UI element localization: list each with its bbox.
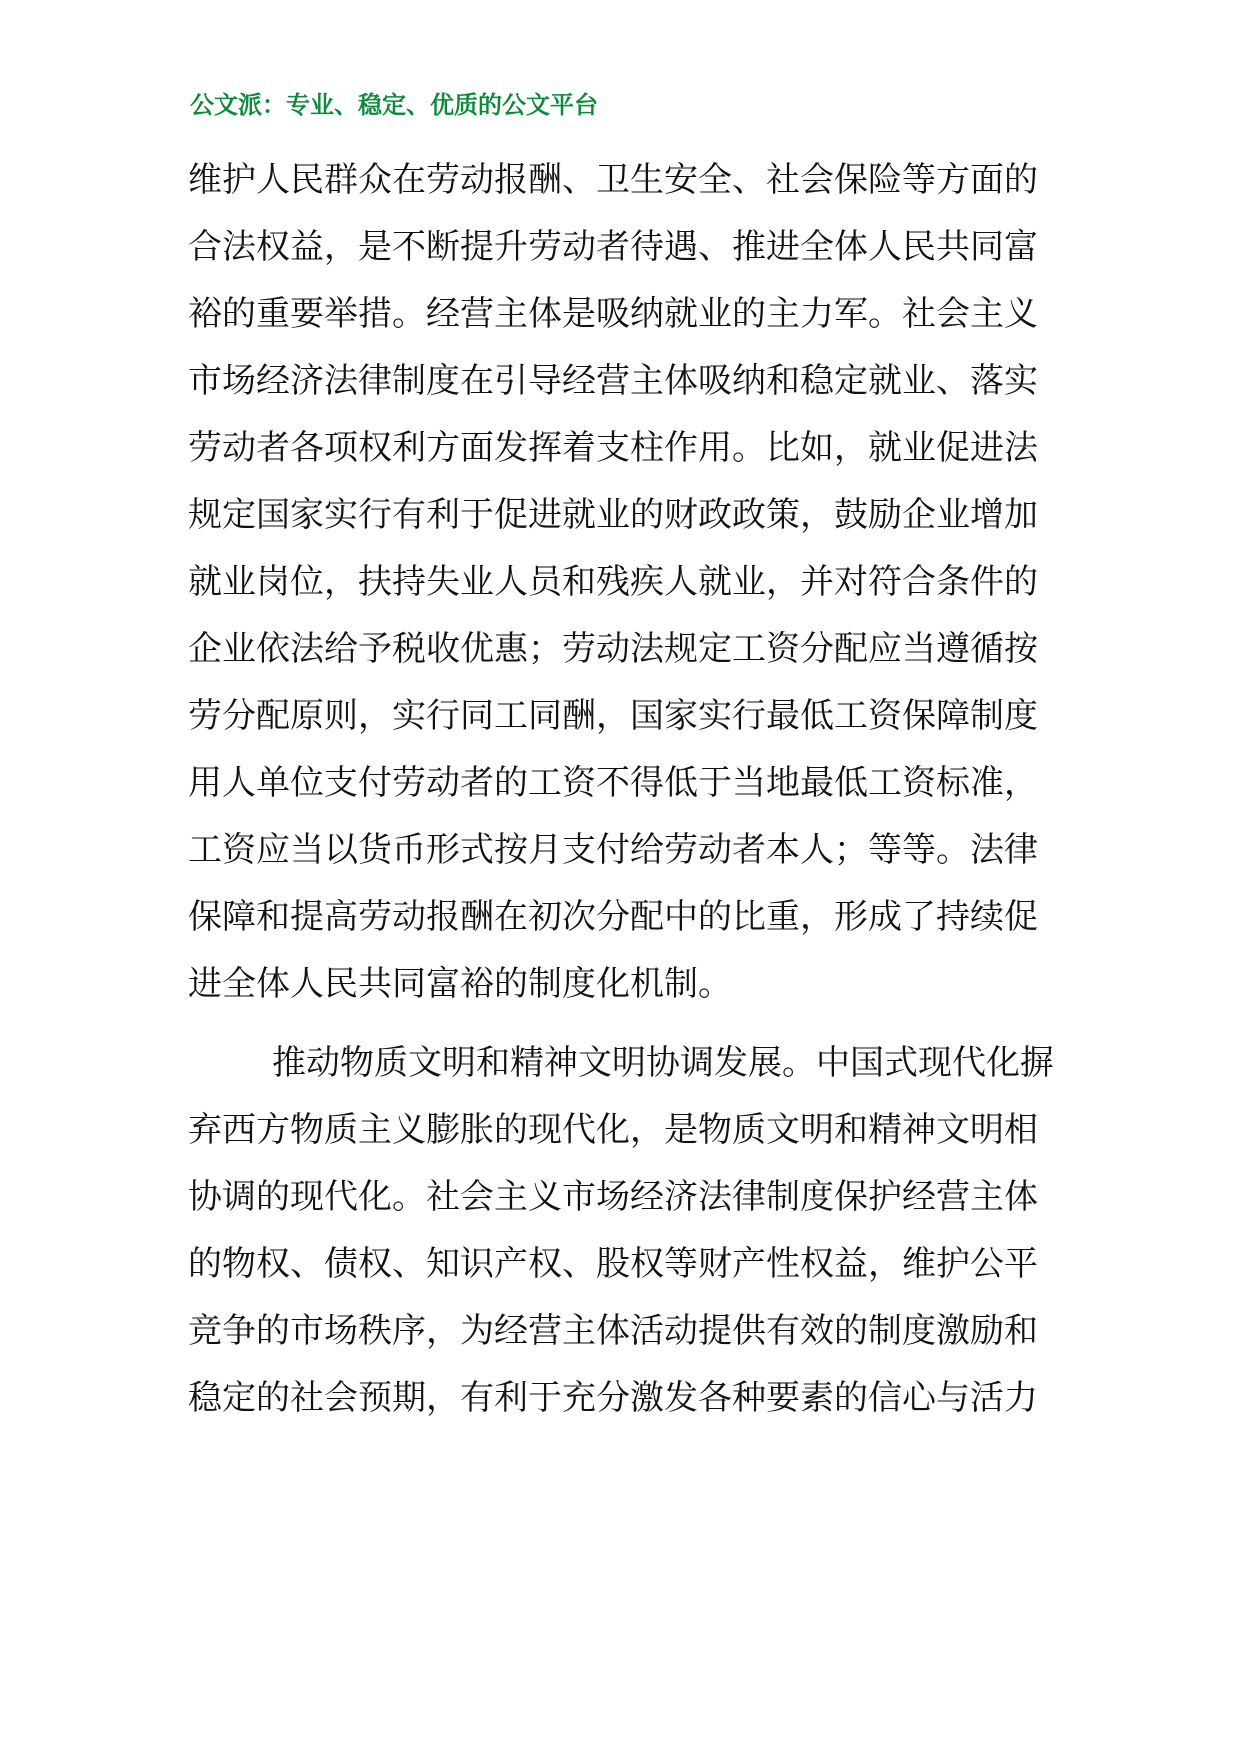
paragraph-line: 劳动者各项权利方面发挥着支柱作用。比如，就业促进法 — [188, 428, 1038, 468]
paragraph-line: 协调的现代化。社会主义市场经济法律制度保护经营主体 — [188, 1177, 1038, 1217]
paragraph-line: 合法权益，是不断提升劳动者待遇、推进全体人民共同富 — [188, 227, 1038, 267]
paragraph-line: 用人单位支付劳动者的工资不得低于当地最低工资标准， — [188, 763, 1038, 803]
paragraph-line: 就业岗位，扶持失业人员和残疾人就业，并对符合条件的 — [188, 562, 1038, 602]
paragraph-line: 工资应当以货币形式按月支付给劳动者本人；等等。法律 — [188, 830, 1038, 870]
paragraph-line: 竞争的市场秩序，为经营主体活动提供有效的制度激励和 — [188, 1311, 1038, 1351]
paragraph-line: 规定国家实行有利于促进就业的财政政策，鼓励企业增加 — [188, 495, 1038, 535]
paragraph-line: 进全体人民共同富裕的制度化机制。 — [188, 964, 732, 1004]
paragraph-line: 弃西方物质主义膨胀的现代化，是物质文明和精神文明相 — [188, 1110, 1038, 1150]
paragraph-line: 保障和提高劳动报酬在初次分配中的比重，形成了持续促 — [188, 897, 1038, 937]
paragraph-line: 市场经济法律制度在引导经营主体吸纳和稳定就业、落实 — [188, 361, 1038, 401]
paragraph-line: 的物权、债权、知识产权、股权等财产性权益，维护公平 — [188, 1244, 1038, 1284]
paragraph-line: 劳分配原则，实行同工同酬，国家实行最低工资保障制度 — [188, 696, 1038, 736]
site-header: 公文派：专业、稳定、优质的公文平台 — [190, 91, 598, 119]
paragraph-line: 企业依法给予税收优惠；劳动法规定工资分配应当遵循按 — [188, 629, 1038, 669]
paragraph-line: 裕的重要举措。经营主体是吸纳就业的主力军。社会主义 — [188, 294, 1038, 334]
paragraph-line: 维护人民群众在劳动报酬、卫生安全、社会保险等方面的 — [188, 160, 1038, 200]
paragraph-line: 推动物质文明和精神文明协调发展。中国式现代化摒 — [272, 1043, 1054, 1083]
paragraph-line: 稳定的社会预期，有利于充分激发各种要素的信心与活力 — [188, 1378, 1038, 1418]
